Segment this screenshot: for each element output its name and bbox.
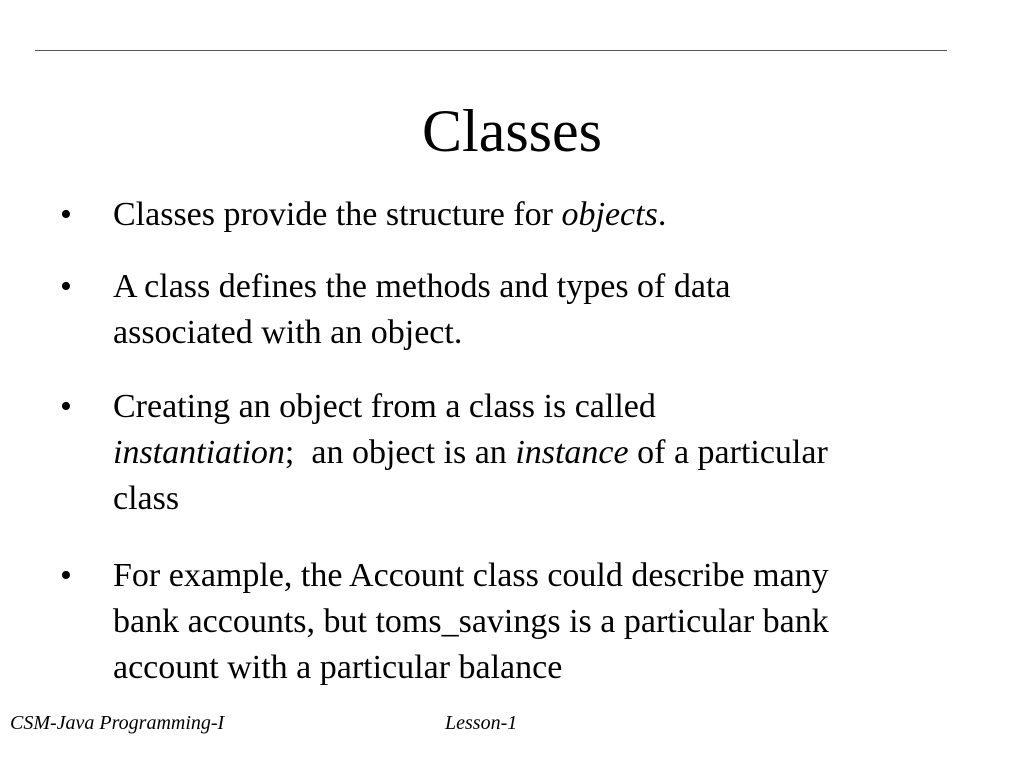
bullet-line: account with a particular balance <box>113 649 563 686</box>
bullet-text-segment: . <box>657 196 667 233</box>
bullet-text-segment: of a particular <box>628 434 828 471</box>
bullet-line: A class defines the methods and types of data <box>113 268 731 305</box>
bullet-text-segment: Classes provide the structure for <box>113 196 562 233</box>
bullet-text <box>113 384 963 522</box>
footer-lesson: Lesson-1 <box>445 712 518 734</box>
bullet-marker: • <box>60 388 72 425</box>
emphasis-instantiation: instantiation <box>113 434 285 471</box>
bullet-text <box>113 192 963 238</box>
bullet-marker: • <box>60 196 72 233</box>
bullet-line: associated with an object. <box>113 314 463 351</box>
emphasis-objects: objects <box>561 196 658 233</box>
bullet-marker: • <box>60 557 72 594</box>
bullet-line: bank accounts, but toms_savings is a particular bank <box>113 603 829 640</box>
bullet-text-segment: ; an object is an <box>284 434 516 471</box>
bullet-text <box>113 264 963 356</box>
bullet-marker: • <box>60 268 72 305</box>
bullet-text <box>113 553 963 691</box>
top-divider <box>35 50 947 51</box>
bullet-line: For example, the Account class could describe many <box>113 557 829 594</box>
bullet-line <box>113 430 963 476</box>
bullet-line: class <box>113 480 180 517</box>
emphasis-instance: instance <box>515 434 629 471</box>
footer-course: CSM-Java Programming-I <box>10 712 225 734</box>
slide-title: Classes <box>422 98 602 164</box>
bullet-line: Creating an object from a class is called <box>113 388 656 425</box>
